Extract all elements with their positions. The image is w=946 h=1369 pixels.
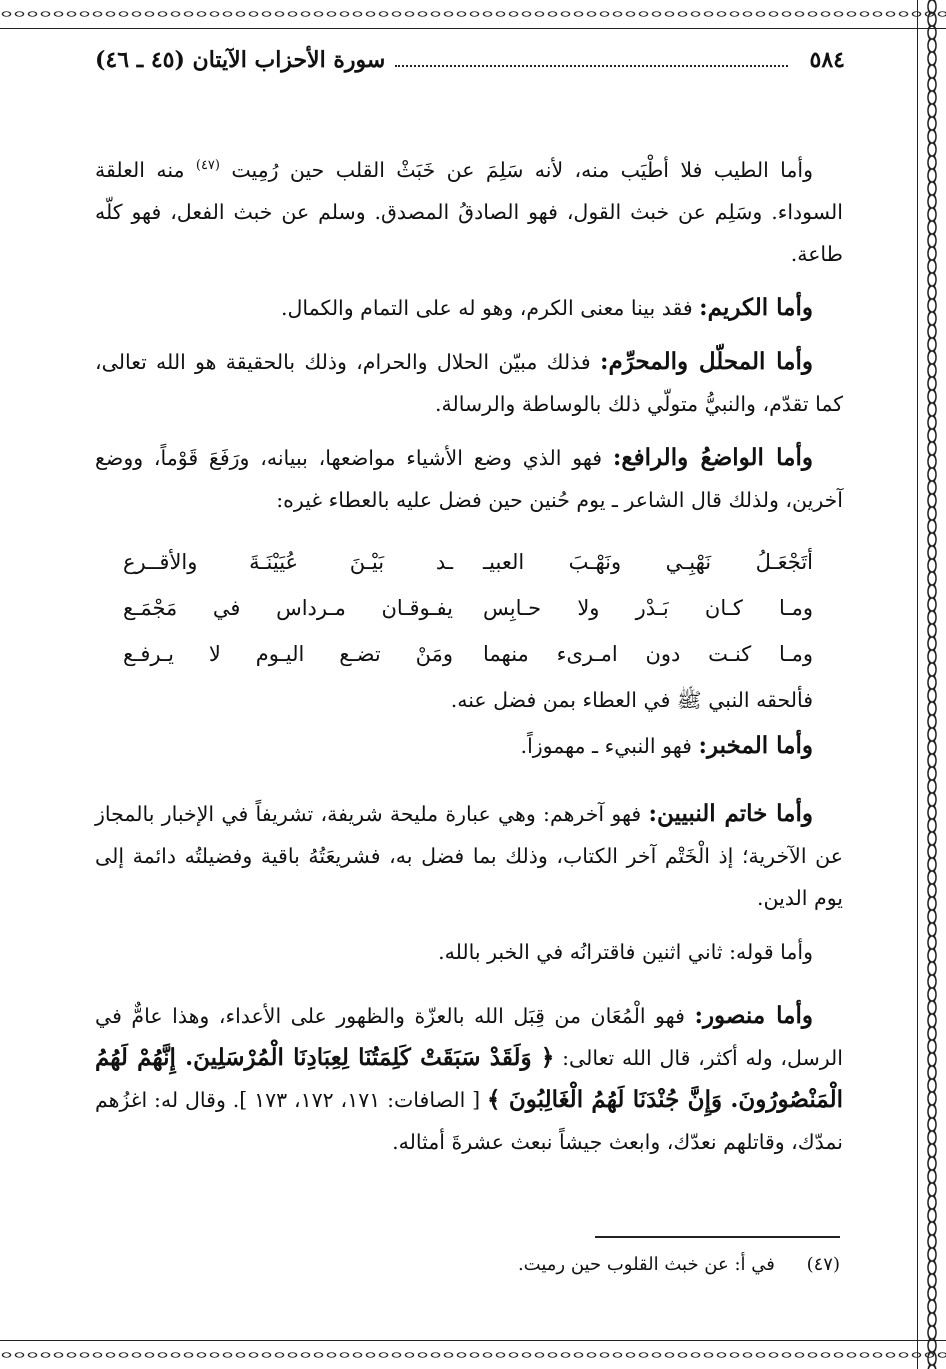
footnote-ref: (٤٧) [195,158,220,173]
header-dot-leader [395,65,787,67]
paragraph-mansur [95,995,843,1163]
paragraph-text: فهو الذي وضع الأشياء مواضعها، ببيانه، ورَفَعَ قَوْماً، ووضع آخرين، ولذلك قال الشاعر ـ يوم حُنين حين فضل عليه بالعطاء غيره: [95,445,843,512]
paragraph-khatam [95,793,843,919]
verse-first-hemistich: أتَجْعَـلُ نَهْبِـي ونَهْـبَ العبيـ [483,549,813,574]
footnote-separator [595,1236,840,1238]
paragraph-text: فقد بينا معنى الكرم، وهو له على التمام والكمال. [280,295,693,320]
paragraph-closing: وقال له: اغزُهم نمدّك، وقاتلهم نعدّك، وابعث جيشاً نبعث عشرةَ أمثاله. [95,1087,843,1154]
term-heading: وأما المخبر: [698,731,813,759]
paragraph-text: فهو الْمُعَان من قِبَل الله بالعزّة والظهور على الأعداء، وهذا عامٌّ في الرسل، وله أكثر، قال الله تعالى: [95,1003,844,1070]
quran-citation: [ الصافات: ١٧١، ١٧٢، ١٧٣ ]. [232,1087,481,1112]
after-verses-text: فألحقه النبي ﷺ في العطاء بمن فضل عنه. [450,687,813,712]
footnote-number: (٤٧) [806,1254,840,1275]
paragraph-wadi [95,437,843,521]
paragraph-tayyib [95,145,843,275]
verse-line [123,539,813,585]
ornamental-border-top [0,0,946,29]
running-header [95,40,845,80]
paragraph-text: فهو النبيء ـ مهموزاً. [520,733,692,758]
paragraph-text: فهو آخرهم: وهي عبارة مليحة شريفة، تشريفاً في الإخبار بالمجاز عن الآخرية؛ إذ الْخَتْم آخر الكتاب، وذلك بما فضل به، فشريعَتُهُ باقية وفضيلتُه دائمة إلى يوم الدين. [95,801,843,910]
verse-second-hemistich: ومَنْ تضـع اليـوم لا يـرفـع [123,641,453,666]
ornamental-border-right [917,0,946,1369]
page-body [95,145,843,1175]
running-title: سورة الأحزاب الآيتان (٤٥ ـ ٤٦) [95,47,386,73]
term-heading: وأما المحلّل والمحرِّم: [600,347,813,375]
verse-second-hemistich: ـد بَيْـنَ عُيَيْنَـةَ والأقــرع [123,549,453,574]
footnote [95,1250,840,1280]
term-heading: وأما خاتم النبيين: [648,799,813,827]
verse-first-hemistich: ومـا كـان بَـدْر ولا حـابِس [483,595,813,620]
verse-first-hemistich: ومـا كنـت دون امـرىء منهما [483,641,813,666]
paragraph-mukhbir [95,725,843,767]
verse-second-hemistich: يفـوقـان مـرداس في مَجْمَـع [123,595,453,620]
quran-verse: ﴿ وَلَقَدْ سَبَقَتْ كَلِمَتُنَا لِعِبَادِنَا الْمُرْسَلِينَ. إِنَّهُمْ لَهُمُ الْمَنْصُورُونَ. وَإِنَّ جُنْدَنَا لَهُمُ الْغَالِبُونَ ﴾ [95,1043,843,1113]
poem-verses [95,539,843,677]
paragraph-text: وأما الطيب فلا أطْيَب منه، لأنه سَلِمَ عن خَبَثْ القلب حين رُمِيت [231,157,813,182]
paragraph-thani: وأما قوله: ثاني اثنين فاقترانُه في الخبر بالله. [438,939,813,964]
paragraph-text: فذلك مبيّن الحلال والحرام، وذلك بالحقيقة هو الله تعالى، كما تقدّم، والنبيُّ متولّي ذلك بالوساطة والرسالة. [95,349,843,416]
term-heading: وأما الواضعُ والرافع: [612,443,813,471]
paragraph-karim [95,287,843,329]
footnote-text: في أ: عن خبث القلوب حين رميت. [517,1254,775,1275]
page-number: ٥٨٤ [809,47,845,73]
verse-line [123,585,813,631]
paragraph-text-cont: منه العلقة السوداء. وسَلِم عن خبث القول، فهو الصادقُ المصدق. وسلم عن خبث الفعل، فهو كلّه طاعة. [95,157,843,266]
term-heading: وأما منصور: [694,1001,813,1029]
verse-line [123,631,813,677]
ornamental-border-bottom [0,1340,946,1369]
paragraph-muhallil [95,341,843,425]
term-heading: وأما الكريم: [699,293,813,321]
